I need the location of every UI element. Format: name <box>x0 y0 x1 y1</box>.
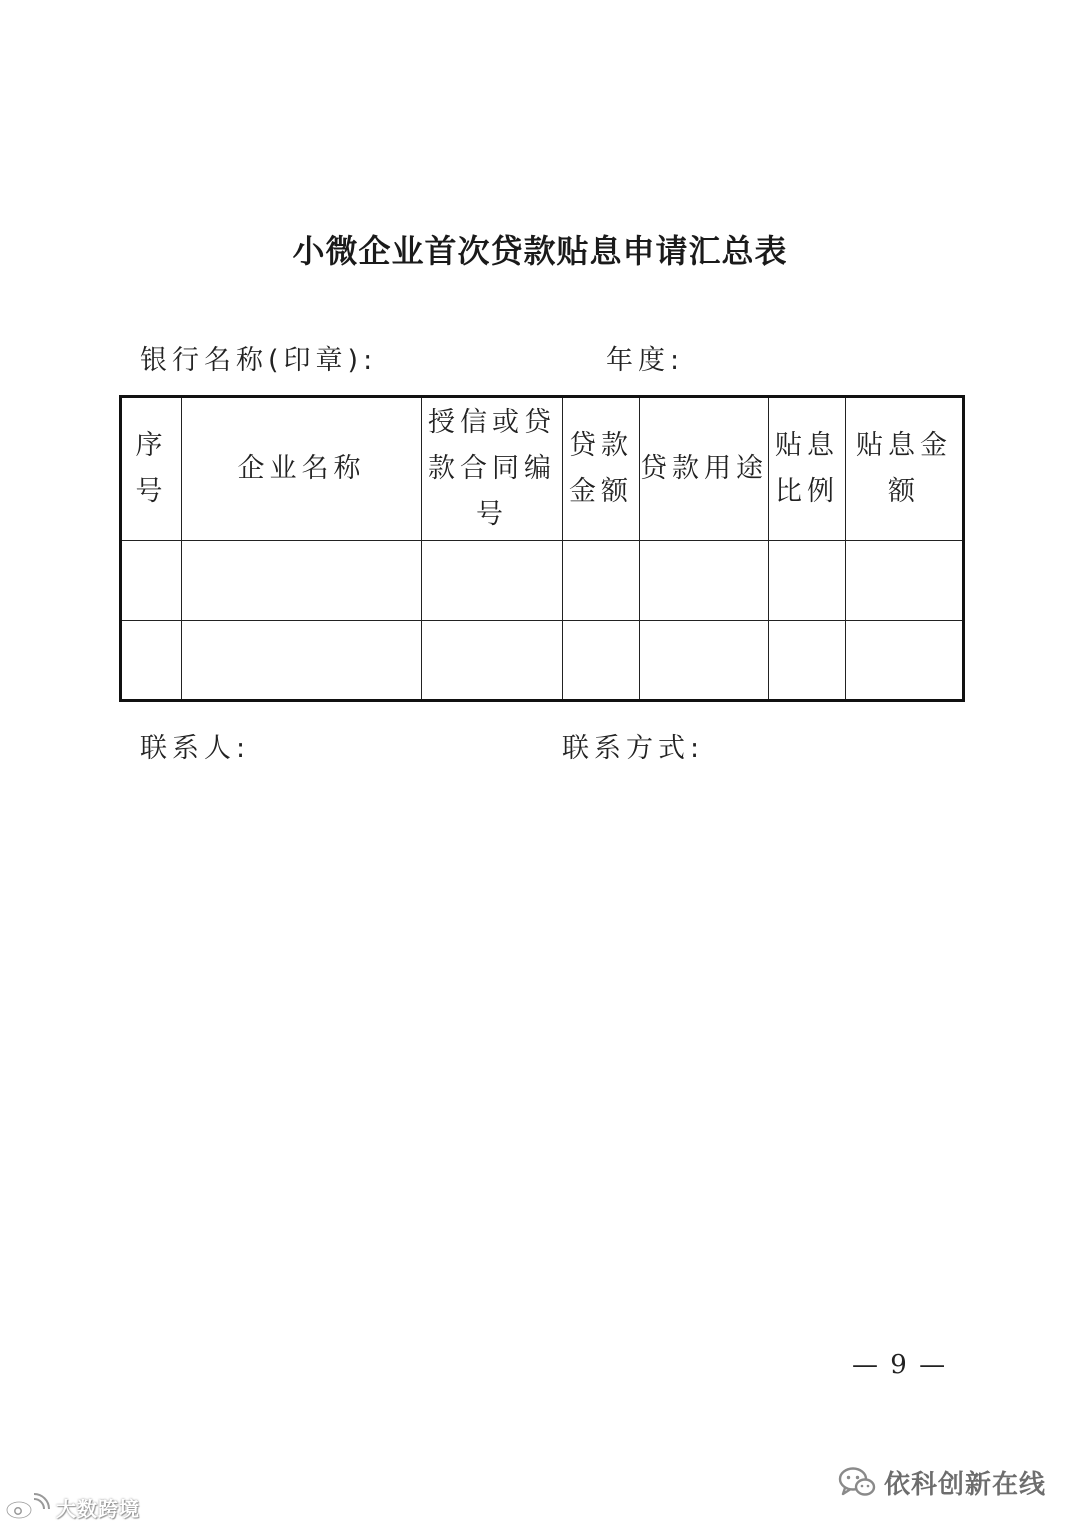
watermark-wechat <box>838 1462 1046 1502</box>
table-cell <box>769 621 846 701</box>
table-row <box>121 541 964 621</box>
wechat-icon <box>838 1465 876 1499</box>
table-cell <box>121 541 182 621</box>
contact-method-label: 联系方式: <box>562 733 705 764</box>
header-loan-amount: 贷款 金额 <box>563 397 640 541</box>
table-cell <box>640 541 769 621</box>
table-cell <box>422 621 563 701</box>
header-contract-number: 授信或贷 款合同编 号 <box>422 397 563 541</box>
table-cell <box>182 541 422 621</box>
table-row <box>121 621 964 701</box>
header-subsidy-ratio: 贴息 比例 <box>769 397 846 541</box>
table-cell <box>769 541 846 621</box>
header-company-name: 企业名称 <box>182 397 422 541</box>
watermark-left-text: 大数跨境 <box>56 1496 140 1521</box>
table-cell <box>563 541 640 621</box>
table-cell <box>182 621 422 701</box>
header-serial-number: 序 号 <box>121 397 182 541</box>
table-cell <box>422 541 563 621</box>
weibo-icon <box>4 1493 52 1521</box>
header-loan-purpose: 贷款用途 <box>640 397 769 541</box>
document-title: 小微企业首次贷款贴息申请汇总表 <box>292 232 788 270</box>
page-number: — 9 — <box>852 1350 948 1380</box>
summary-table <box>119 395 965 702</box>
bank-name-label: 银行名称(印章): <box>140 345 378 376</box>
table-cell <box>121 621 182 701</box>
table-cell <box>846 541 964 621</box>
watermark-right-text: 依科创新在线 <box>884 1469 1047 1500</box>
year-label: 年度: <box>606 345 685 376</box>
table-header-row <box>121 397 964 541</box>
contact-person-label: 联系人: <box>140 733 251 764</box>
table-cell <box>563 621 640 701</box>
header-subsidy-amount: 贴息金 额 <box>846 397 964 541</box>
watermark-weibo <box>4 1491 140 1523</box>
table-cell <box>640 621 769 701</box>
table-cell <box>846 621 964 701</box>
